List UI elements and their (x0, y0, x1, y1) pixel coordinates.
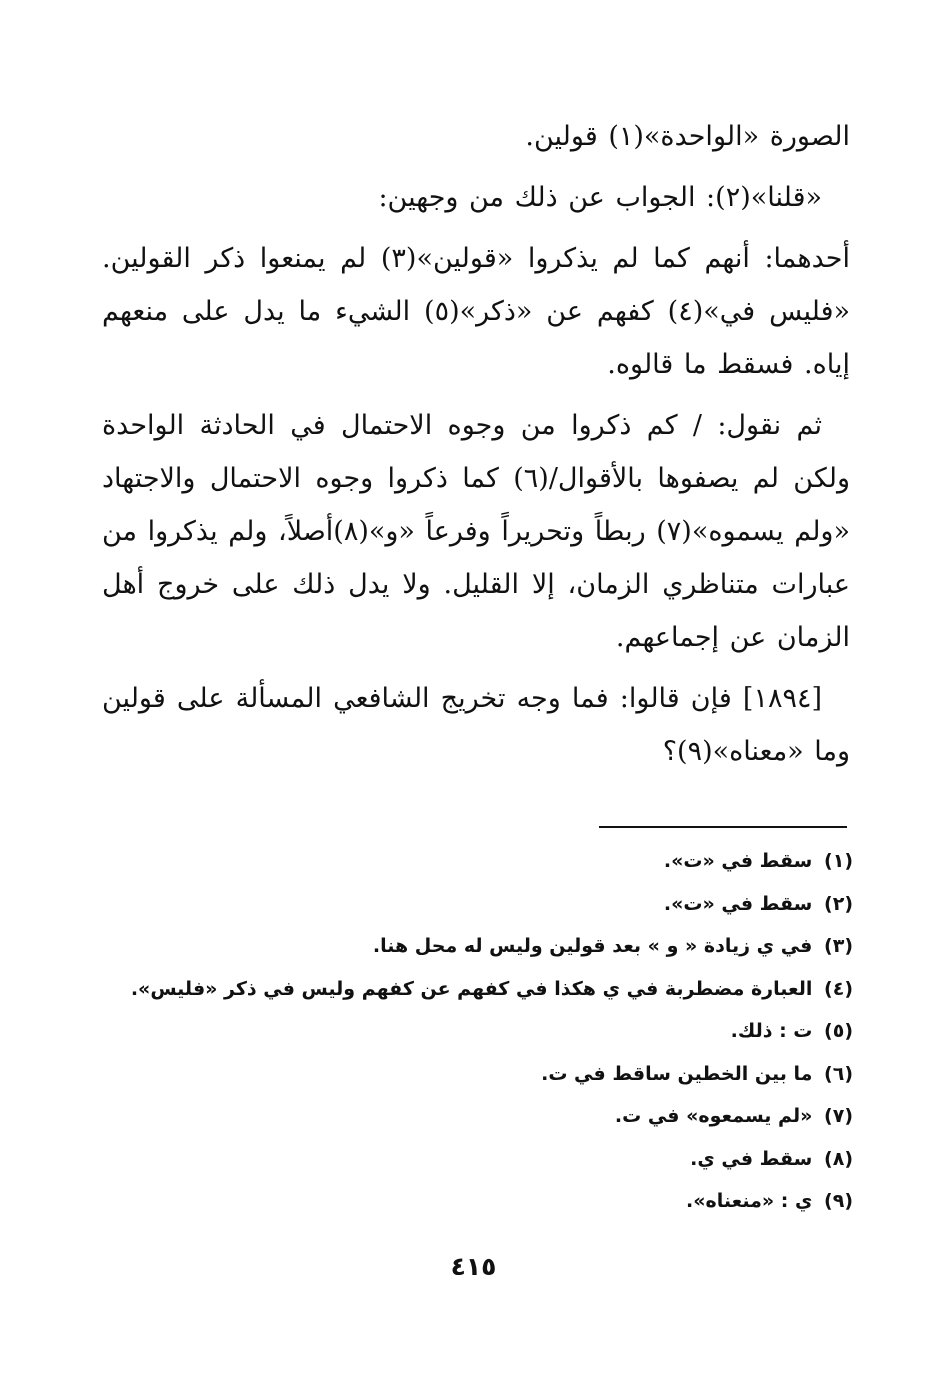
page-number: ٤١٥ (450, 1252, 497, 1281)
footnote (93, 925, 853, 968)
footnote-text: سقط في «ت». (663, 892, 813, 915)
footnote (93, 1138, 853, 1181)
footnote-text: سقط في «ت». (663, 850, 813, 872)
footnote-number: (٦) (824, 1062, 853, 1085)
footnote (93, 1010, 853, 1053)
footnote-number: (٢) (824, 892, 853, 915)
paragraph: «قلنا»(٢): الجواب عن ذلك من وجهين: (378, 182, 822, 213)
footnote-separator (599, 826, 847, 828)
footnote-text: ت : ذلك. (730, 1020, 813, 1042)
footnote (93, 1180, 853, 1223)
footnote (93, 1095, 853, 1138)
paragraph: أحدهما: أنهم كما لم يذكروا «قولين»(٣) لم يمنعوا ذكر القولين. «فليس في»(٤) كفهم عن «ذكر»(٥) الشيء ما يدل على منعهم إياه. فسقط ما قالوه. (102, 243, 850, 380)
paragraph: الصورة «الواحدة»(١) قولين. (525, 121, 850, 152)
footnote (93, 1053, 853, 1096)
footnote-number: (٧) (824, 1105, 853, 1127)
footnote-number: (٥) (824, 1020, 853, 1042)
footnote-number: (٨) (824, 1147, 853, 1170)
footnote-text: سقط في ي. (690, 1147, 813, 1170)
footnotes-list (93, 840, 853, 1223)
paragraph: ثم نقول: / كم ذكروا من وجوه الاحتمال في الحادثة الواحدة ولكن لم يصفوها بالأقوال/(٦) كما ذكروا وجوه الاحتمال والاجتهاد «ولم يسموه»(٧) ربطاً وتحريراً وفرعاً «و»(٨)أصلاً، ولم يذكروا من عبارات متناظري الزمان، إلا القليل. ولا يدل ذلك على خروج أهل الزمان عن إجماعهم. (102, 410, 850, 653)
main-text (102, 110, 850, 786)
footnote-text: ي : «منعناه». (686, 1190, 813, 1212)
footnote-text: في ي زيادة « و » بعد قولين وليس له محل هنا. (372, 935, 813, 957)
footnote-text: «لم يسمعوه» في ت. (614, 1105, 813, 1127)
footnote (93, 883, 853, 926)
paragraph: [١٨٩٤] فإن قالوا: فما وجه تخريج الشافعي المسألة على قولين وما «معناه»(٩)؟ (102, 683, 850, 767)
footnote-text: ما بين الخطين ساقط في ت. (541, 1062, 813, 1085)
footnote-text: العبارة مضطربة في ي هكذا في كفهم عن كفهم وليس في ذكر «فليس». (130, 977, 813, 1000)
footnote-number: (٤) (824, 977, 853, 1000)
footnote (93, 840, 853, 883)
footnote-number: (٣) (824, 935, 853, 957)
footnote-number: (١) (824, 850, 853, 872)
footnote (93, 968, 853, 1011)
footnote-number: (٩) (824, 1190, 853, 1212)
